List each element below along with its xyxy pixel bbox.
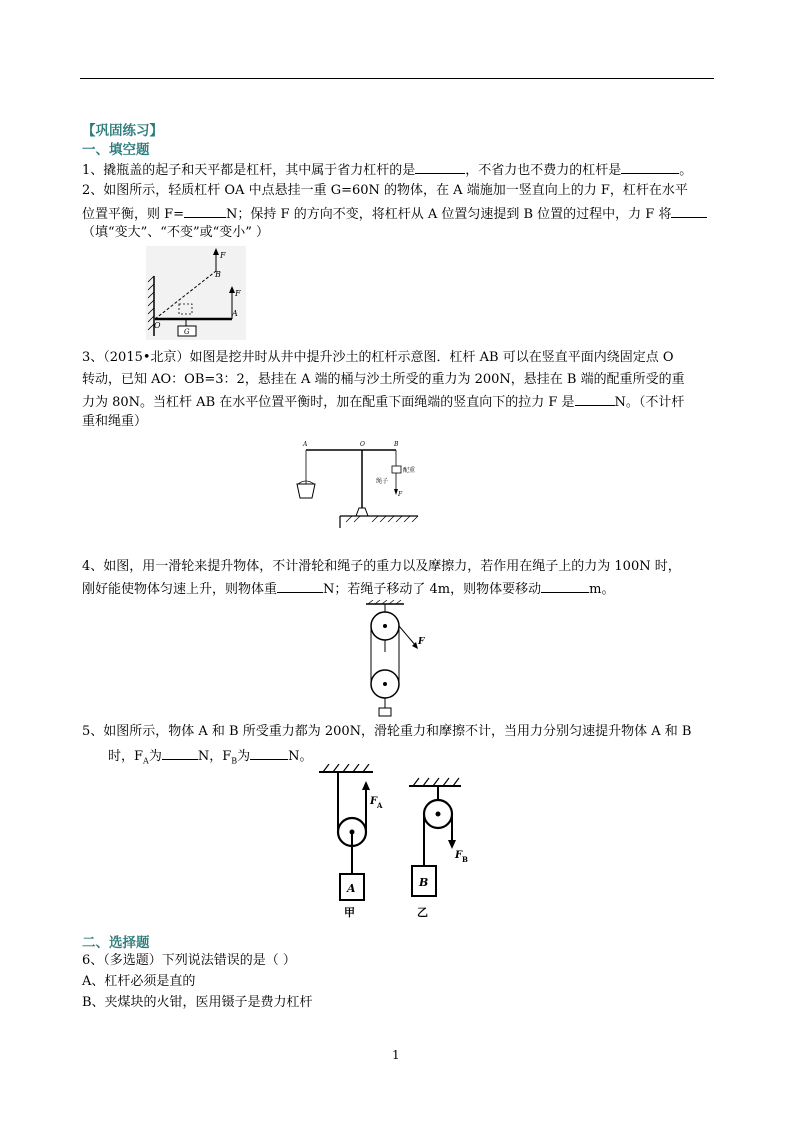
q2-blank-2[interactable] <box>671 204 707 218</box>
q2-text-a: 位置平衡，则 F= <box>82 207 185 222</box>
q2-line-1: 2、如图所示，轻质杠杆 OA 中点悬挂一重 G=60N 的物体，在 A 端施加一竖直向上的力 F，杠杆在水平 <box>82 183 688 198</box>
section-fill-heading: 一、填空题 <box>82 142 150 158</box>
q2-label-A: A <box>232 309 238 318</box>
q3-line-3 <box>82 392 684 412</box>
q3-text-a: 力为 80N。当杠杆 AB 在水平位置平衡时，加在配重下面绳端的竖直向下的拉力 F 是 <box>82 395 575 410</box>
q3-label-O: O <box>360 441 365 448</box>
q2-label-O: O <box>154 321 161 330</box>
q5-label-FA-sub: A <box>377 801 383 810</box>
q3-bucket <box>297 484 315 498</box>
q5-arrowhead-FA <box>362 781 370 790</box>
q3-label-weight: 配重 <box>403 467 416 474</box>
q5-label-yi: 乙 <box>417 906 428 919</box>
q3-counterweight <box>392 466 401 473</box>
header-rule <box>80 78 714 79</box>
q1-blank-2[interactable] <box>621 160 679 174</box>
q5-text-e: N。 <box>288 749 313 764</box>
q4-movable-axle <box>383 682 387 686</box>
q6-stem: 6、（多选题）下列说法错误的是（ ） <box>82 953 296 968</box>
q4-label-F: F <box>418 637 425 647</box>
q4-fixed-axle <box>383 624 387 628</box>
section-choice-heading: 二、选择题 <box>82 935 150 951</box>
q2-text-b: N；保持 F 的方向不变，将杠杆从 A 位置匀速提到 B 位置的过程中，力 F 将 <box>226 207 672 222</box>
q3-line-2: 转动，已知 AO：OB=3：2，悬挂在 A 端的桶与沙土所受的重力为 200N，悬挂在 B 端的配重所受的重 <box>82 372 685 387</box>
q5-label-B: B <box>419 876 429 889</box>
q2-line-3: （填“变大”、“不变”或“变小” ） <box>82 225 270 240</box>
q3-label-F: F <box>398 491 403 498</box>
q4-line-1: 4、如图，用一滑轮来提升物体，不计滑轮和绳子的重力以及摩擦力，若作用在绳子上的力为 100N 时， <box>82 559 681 574</box>
q5-line-2 <box>108 746 313 771</box>
q5-text-a: 时，F <box>108 749 144 764</box>
q4-text-c: m。 <box>589 582 615 597</box>
q3-line-4: 重和绳重） <box>82 414 148 429</box>
q4-blank-1[interactable] <box>277 579 323 593</box>
q5-text-c: N，F <box>197 749 232 764</box>
q4-text-a: 刚好能使物体匀速上升，则物体重 <box>82 582 278 597</box>
q4-pull-rope <box>399 626 416 646</box>
q5-arrowhead-FB <box>448 840 456 849</box>
q5-text-d: 为 <box>237 749 251 764</box>
q4-line-2 <box>82 579 614 599</box>
q2-blank-1[interactable] <box>184 204 226 218</box>
q2-line-2 <box>82 204 707 224</box>
q1-text-2: ，不省力也不费力的杠杆是 <box>465 163 622 178</box>
q1-blank-1[interactable] <box>415 160 465 174</box>
q3-blank[interactable] <box>575 392 615 406</box>
q3-label-A: A <box>303 441 308 448</box>
q5-blank-2[interactable] <box>250 746 288 760</box>
q5-axle-yi <box>436 812 441 817</box>
q5-label-FA: F <box>370 796 378 807</box>
q3-label-rope: 绳子 <box>376 478 389 485</box>
q2-label-F-top: F <box>220 251 226 260</box>
q5-text-b: 为 <box>148 749 162 764</box>
q4-pulley-figure <box>360 600 440 718</box>
q5-label-A: A <box>347 882 356 895</box>
q6-option-a: A、杠杆必须是直的 <box>82 974 196 989</box>
q5-blank-1[interactable] <box>162 746 198 760</box>
q3-post-base <box>356 508 368 516</box>
q5-label-jia: 甲 <box>344 906 355 919</box>
q3-label-B: B <box>394 441 399 448</box>
q5-axle-jia <box>350 830 355 835</box>
q3-well-lever-figure <box>290 436 420 528</box>
q2-label-B: B <box>215 270 221 279</box>
q5-label-FB-sub: B <box>462 855 468 864</box>
q5-ceiling-hatch-yi <box>413 778 459 786</box>
q2-label-F-right: F <box>235 289 241 298</box>
q5-sub-b: B <box>231 756 238 766</box>
q3-line-1: 3、（2015•北京）如图是挖井时从井中提升沙土的杠杆示意图．杠杆 AB 可以在竖直平面内绕固定点 O <box>82 350 674 365</box>
q5-pulleys-figure <box>305 764 485 924</box>
q2-label-G: G <box>184 328 190 336</box>
section-consolidation-heading: 【巩固练习】 <box>82 123 163 139</box>
q4-text-b: N；若绳子移动了 4m，则物体要移动 <box>323 582 542 597</box>
q6-option-b: B、夹煤块的火钳，医用镊子是费力杠杆 <box>82 995 313 1010</box>
page-number: 1 <box>392 1048 400 1062</box>
q4-load <box>379 708 391 716</box>
q4-blank-2[interactable] <box>541 579 589 593</box>
q5-ceiling-hatch-jia <box>323 764 369 772</box>
q5-line-1: 5、如图所示，物体 A 和 B 所受重力都为 200N，滑轮重力和摩擦不计，当用力分别匀速提升物体 A 和 B <box>82 724 692 739</box>
q3-text-b: N。（不计杆 <box>614 395 685 410</box>
q3-ground-hatch <box>346 516 418 522</box>
q5-sub-a: A <box>143 756 149 766</box>
q1-text-3: 。 <box>679 163 693 178</box>
question-1 <box>82 160 692 180</box>
q2-lever-figure <box>146 246 246 340</box>
q5-label-FB: F <box>455 850 463 861</box>
q1-text-1: 1、撬瓶盖的起子和天平都是杠杆，其中属于省力杠杆的是 <box>82 163 416 178</box>
